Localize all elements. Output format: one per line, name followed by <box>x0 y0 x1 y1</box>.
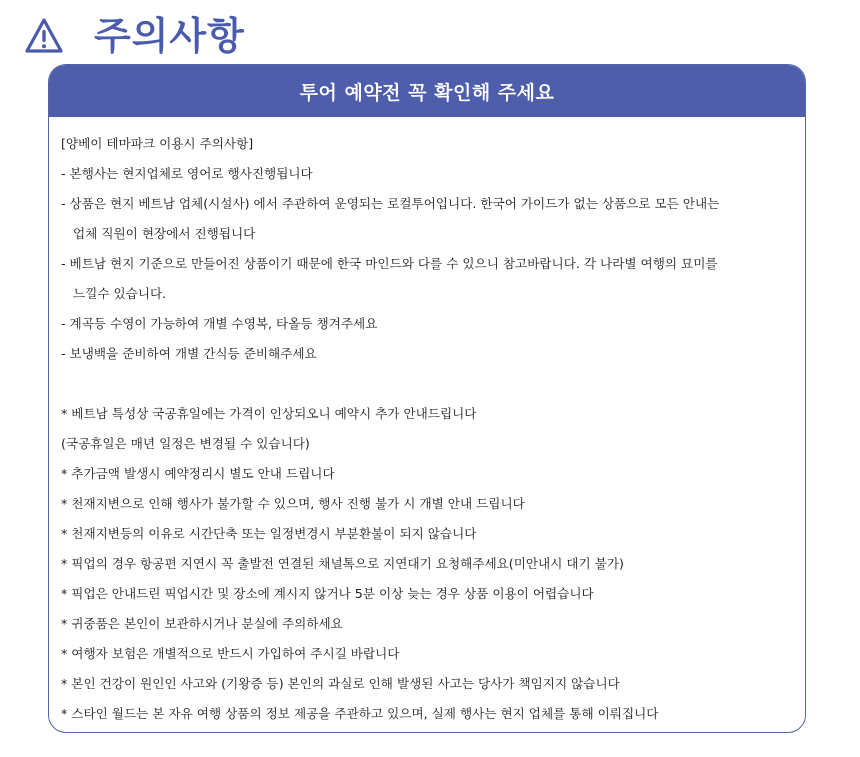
notice-banner: 투어 예약전 꼭 확인해 주세요 <box>49 65 805 117</box>
notice-line: [양베이 테마파크 이용시 주의사항] <box>61 136 254 151</box>
notice-line: - 보냉백을 준비하여 개별 간식등 준비해주세요 <box>61 346 317 361</box>
notice-line: - 베트남 현지 기준으로 만들어진 상품이기 때문에 한국 마인드와 다를 수 있으니 참고바랍니다. 각 나라별 여행의 묘미를 <box>61 256 718 271</box>
notice-line: * 추가금액 발생시 예약정리시 별도 안내 드립니다 <box>61 466 335 481</box>
notice-content <box>49 117 805 729</box>
notice-line: * 여행자 보험은 개별적으로 반드시 가입하여 주시길 바랍니다 <box>61 646 400 661</box>
notice-line: * 본인 건강이 원인인 사고와 (기왕증 등) 본인의 과실로 인해 발생된 사고는 당사가 책임지지 않습니다 <box>61 676 620 691</box>
notice-line: (국공휴일은 매년 일정은 변경될 수 있습니다) <box>61 436 310 451</box>
notice-line: * 귀중품은 본인이 보관하시거나 분실에 주의하세요 <box>61 616 343 631</box>
notice-line: - 상품은 현지 베트남 업체(시설사) 에서 주관하여 운영되는 로컬투어입니다. 한국어 가이드가 없는 상품으로 모든 안내는 <box>61 196 720 211</box>
notice-line: - 본행사는 현지업체로 영어로 행사진행됩니다 <box>61 166 313 181</box>
notice-line: - 계곡등 수영이 가능하여 개별 수영복, 타올등 챙겨주세요 <box>61 316 378 331</box>
notice-line: * 스타인 월드는 본 자유 여행 상품의 정보 제공을 주관하고 있으며, 실제 행사는 현지 업체를 통해 이뤄집니다 <box>61 706 659 721</box>
header <box>24 12 245 60</box>
warning-triangle-icon <box>24 16 64 56</box>
notice-line: * 픽업의 경우 항공편 지연시 꼭 출발전 연결된 채널톡으로 지연대기 요청해주세요(미안내시 대기 불가) <box>61 556 624 571</box>
notice-line: * 천재지변등의 이유로 시간단축 또는 일정변경시 부분환불이 되지 않습니다 <box>61 526 477 541</box>
notice-line: 느낄수 있습니다. <box>73 286 167 301</box>
notice-line: * 천재지변으로 인해 행사가 불가할 수 있으며, 행사 진행 불가 시 개별 안내 드립니다 <box>61 496 525 511</box>
notice-line: * 베트남 특성상 국공휴일에는 가격이 인상되오니 예약시 추가 안내드립니다 <box>61 406 477 421</box>
notice-line: 업체 직원이 현장에서 진행됩니다 <box>73 226 256 241</box>
notice-box <box>48 64 806 733</box>
notice-line: * 픽업은 안내드린 픽업시간 및 장소에 계시지 않거나 5분 이상 늦는 경우 상품 이용이 어렵습니다 <box>61 586 594 601</box>
page-title: 주의사항 <box>94 14 245 58</box>
spacer <box>61 369 805 399</box>
